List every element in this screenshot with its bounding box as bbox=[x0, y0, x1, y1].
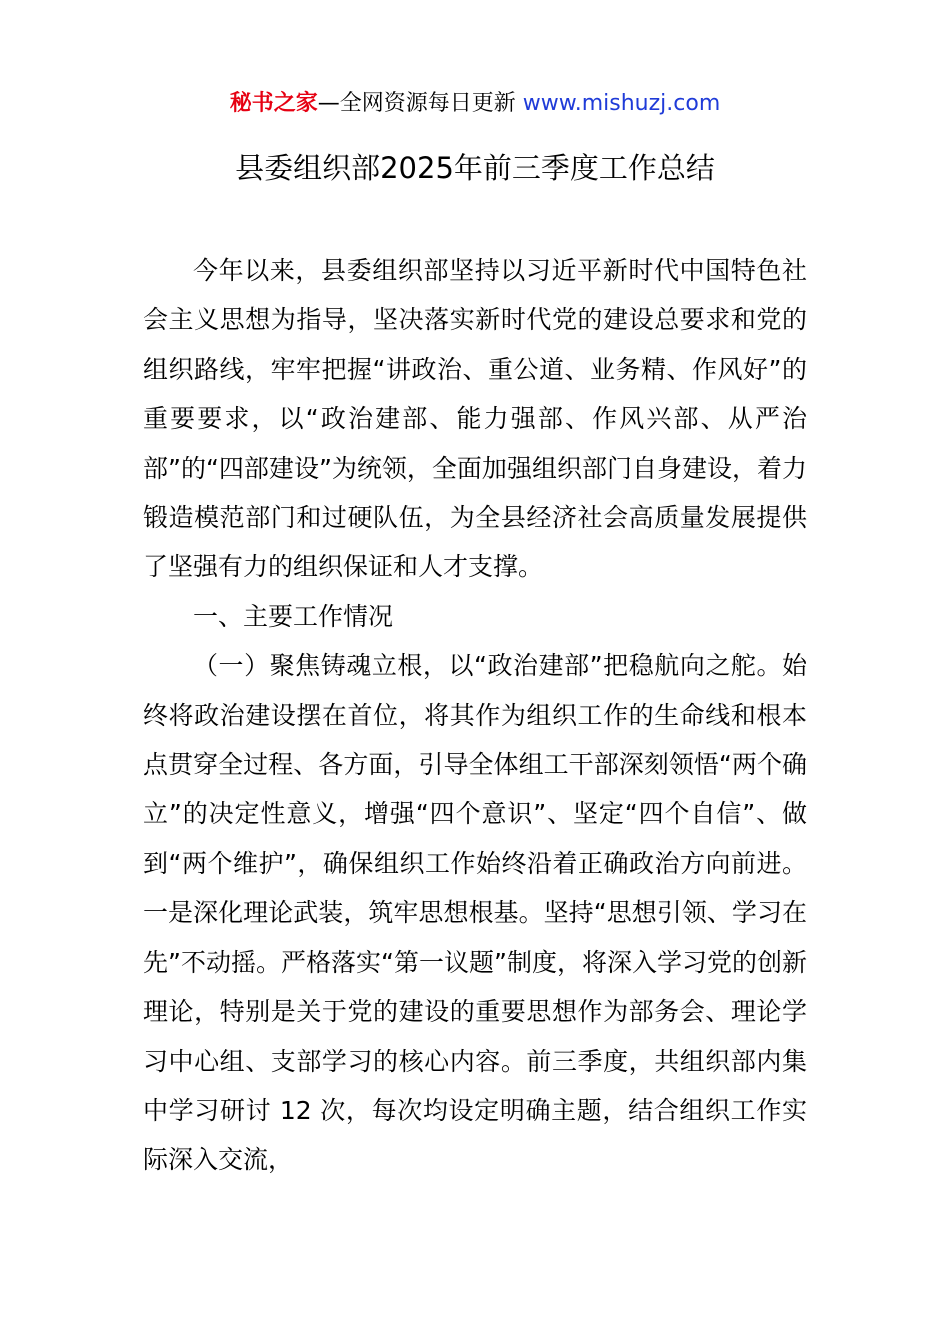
body-paragraph: （一）聚焦铸魂立根，以“政治建部”把稳航向之舵。始终将政治建设摆在首位，将其作为组织工作的生命线和根本点贯穿全过程、各方面，引导全体组工干部深刻领悟“两个确立”的决定性意义，增强“四个意识”、坚定“四个自信”、做到“两个维护”，确保组织工作始终沿着正确政治方向前进。一是深化理论武装，筑牢思想根基。坚持“思想引领、学习在先”不动摇。严格落实“第一议题”制度，将深入学习党的创新理论，特别是关于党的建设的重要思想作为部务会、理论学习中心组、支部学习的核心内容。前三季度，共组织部内集中学习研讨 12 次，每次均设定明确主题，结合组织工作实际深入交流， bbox=[143, 651, 807, 1175]
site-brand: 秘书之家 bbox=[229, 91, 318, 116]
site-header bbox=[0, 86, 950, 122]
intro-paragraph: 今年以来，县委组织部坚持以习近平新时代中国特色社会主义思想为指导，坚决落实新时代党的建设总要求和党的组织路线，牢牢把握“讲政治、重公道、业务精、作风好”的重要要求，以“政治建部、能力强部、作风兴部、从严治部”的“四部建设”为统领，全面加强组织部门自身建设，着力锻造模范部门和过硬队伍，为全县经济社会高质量发展提供了坚强有力的组织保证和人才支撑。 bbox=[143, 256, 807, 582]
site-url-link[interactable]: www.mishuzj.com bbox=[522, 91, 721, 116]
section-heading: 一、主要工作情况 bbox=[193, 601, 394, 631]
site-tagline: —全网资源每日更新 bbox=[317, 91, 523, 116]
document-body bbox=[143, 246, 807, 1185]
document-title: 县委组织部2025年前三季度工作总结 bbox=[235, 151, 715, 185]
